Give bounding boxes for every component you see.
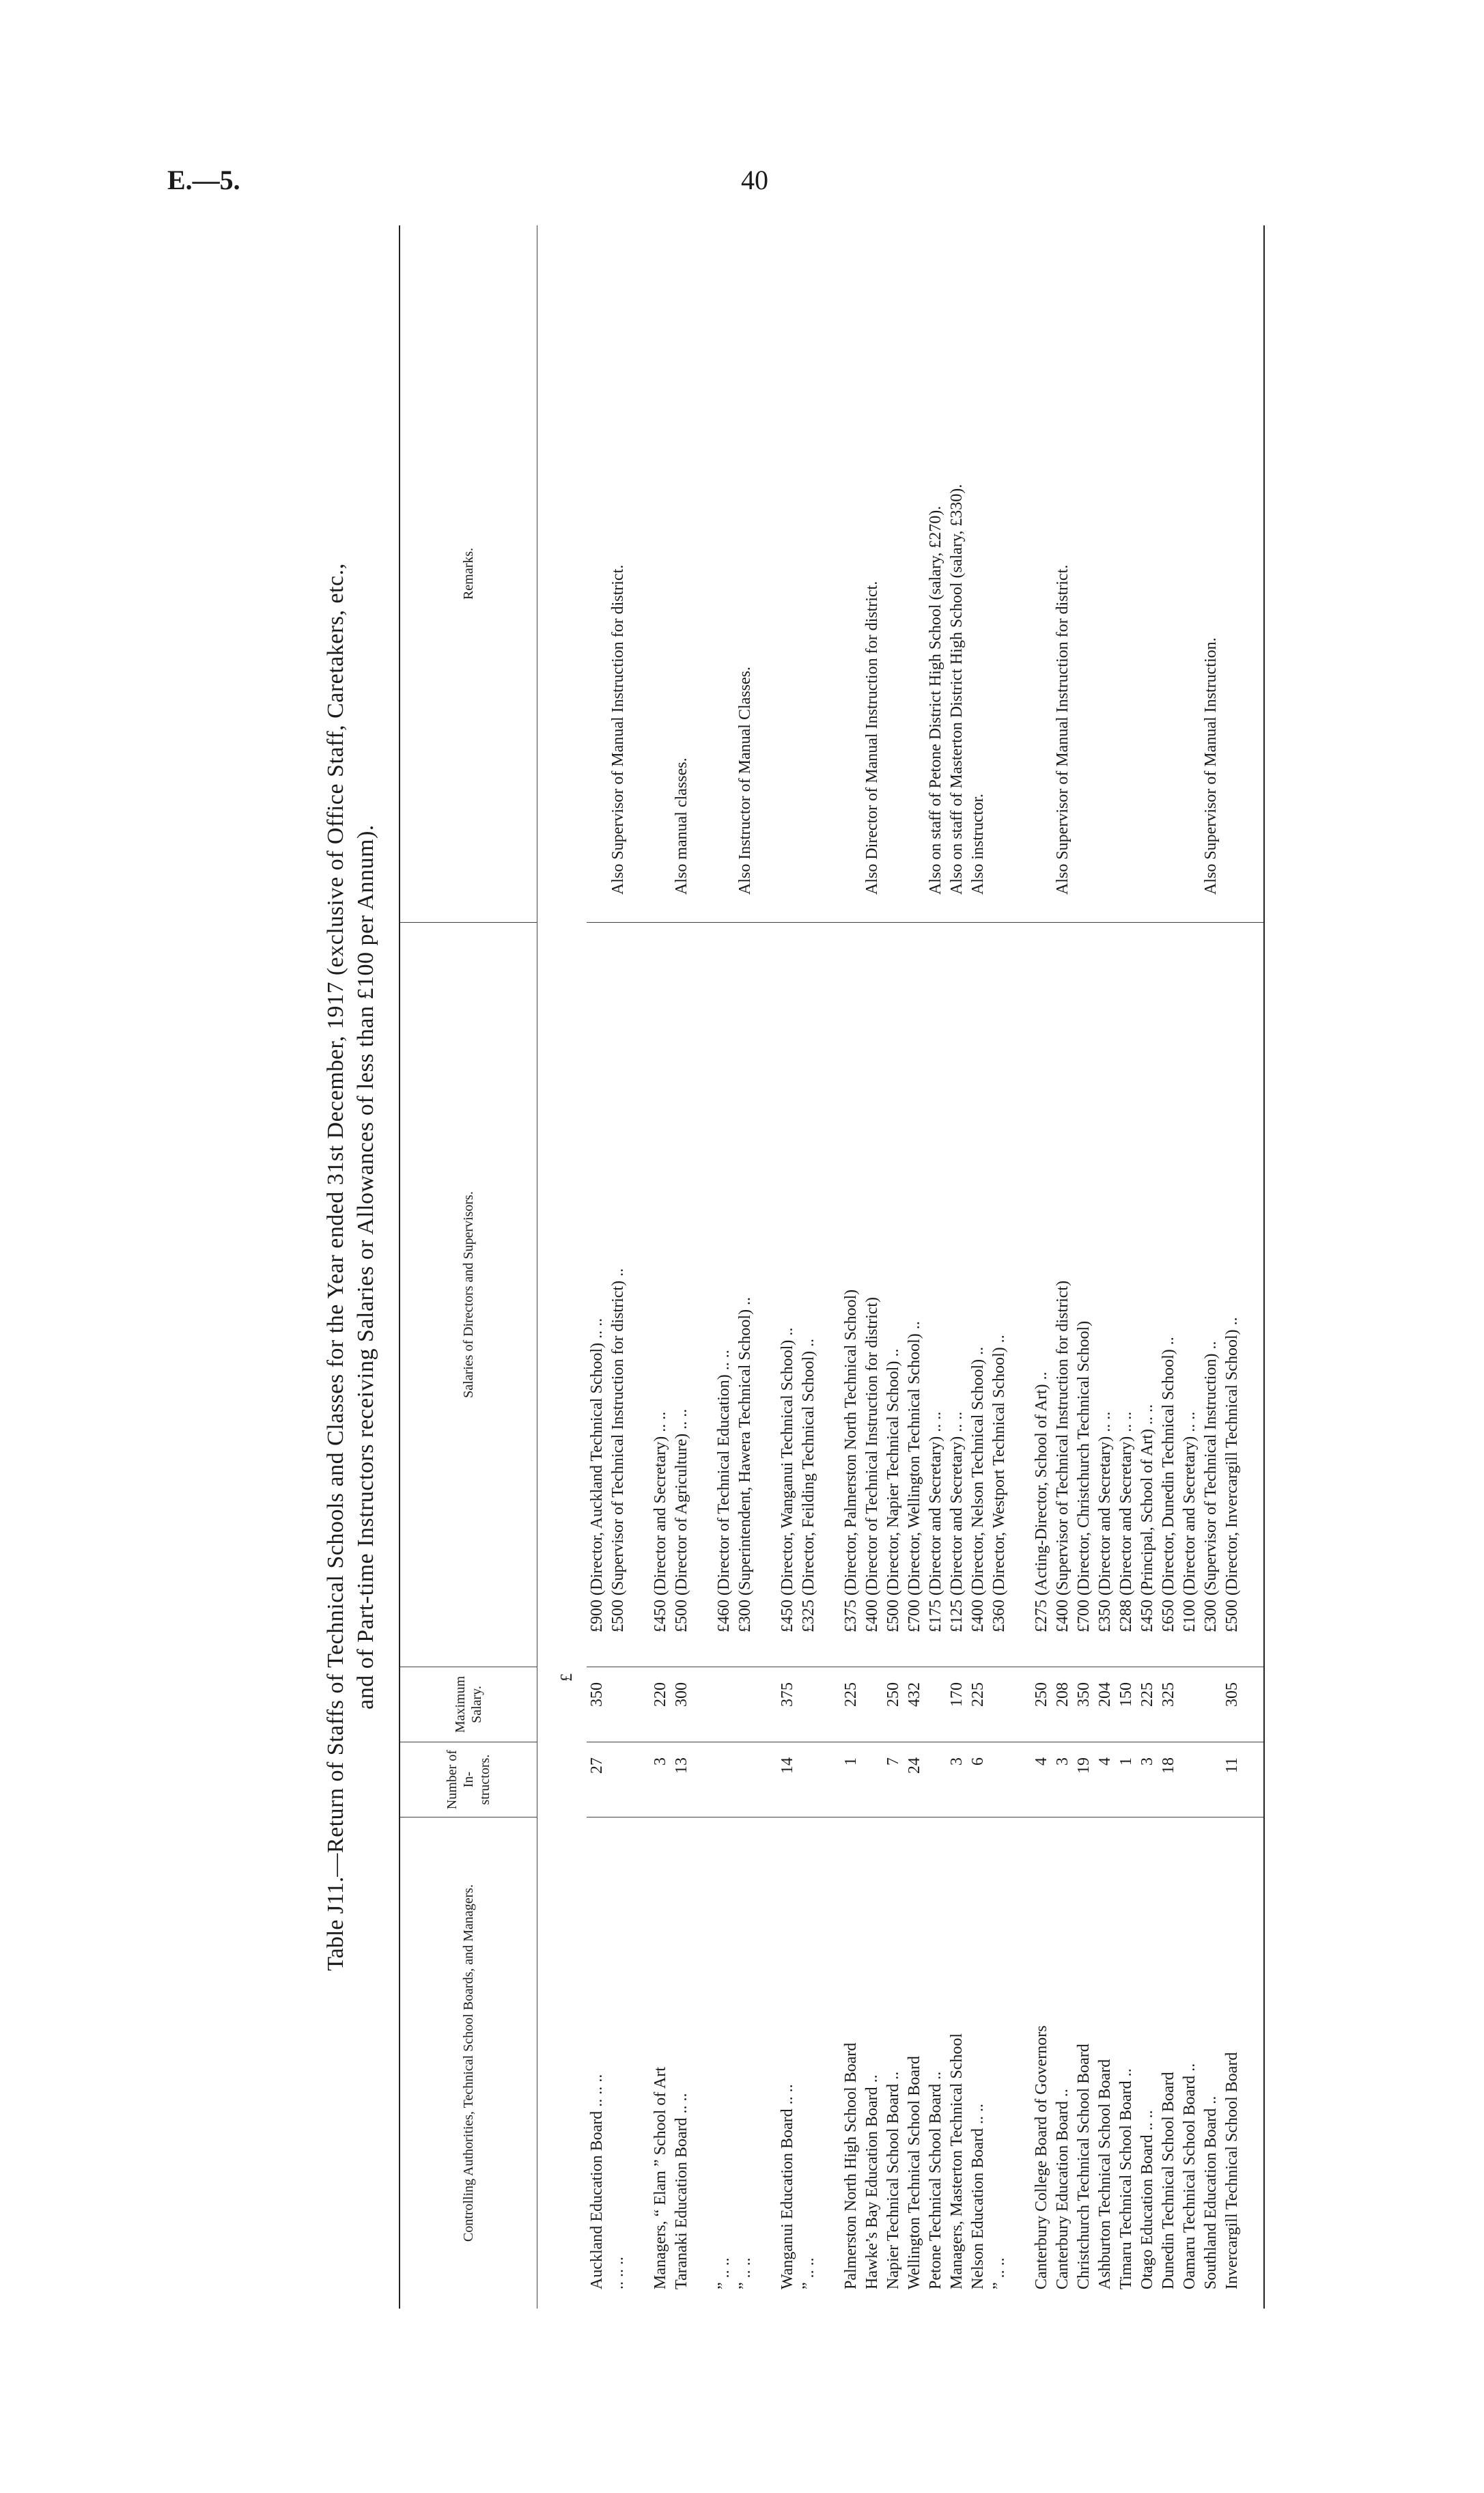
cell-salary: £275 (Acting-Director, School of Art) .. xyxy=(1031,922,1052,1667)
cell-max-salary xyxy=(1201,1667,1222,1742)
cell-max-salary xyxy=(714,1667,735,1742)
cell-max-salary: 325 xyxy=(1158,1667,1179,1742)
cell-salary: £350 (Director and Secretary) .. .. xyxy=(1095,922,1116,1667)
cell-max-salary: 220 xyxy=(650,1667,671,1742)
cell-authority: Wellington Technical School Board xyxy=(904,1817,925,2309)
cell-salary: £360 (Director, Westport Technical School) .. xyxy=(989,922,1010,1667)
cell-authority: Canterbury College Board of Governors xyxy=(1031,1817,1052,2309)
cell-instructors: 11 xyxy=(1222,1742,1243,1817)
cell-instructors: 3 xyxy=(1052,1742,1074,1817)
cell-max-salary: 170 xyxy=(947,1667,968,1742)
row-spacer xyxy=(756,225,777,2309)
cell-authority: ” .. .. xyxy=(798,1817,820,2309)
row-spacer xyxy=(820,225,841,2309)
cell-remarks: Also instructor. xyxy=(969,794,987,895)
cell-max-salary: 208 xyxy=(1052,1667,1074,1742)
cell-instructors xyxy=(925,1742,947,1817)
cell-max-salary: 432 xyxy=(904,1667,925,1742)
cell-salary: £375 (Director, Palmerston North Technical School) xyxy=(841,922,862,1667)
cell-max-salary xyxy=(735,1667,756,1742)
table-row xyxy=(798,225,820,2309)
staff-returns-table xyxy=(399,225,1265,2309)
cell-salary: £400 (Director of Technical Instruction for district) xyxy=(862,922,883,1667)
cell-remarks xyxy=(883,225,904,922)
cell-instructors xyxy=(608,1742,629,1817)
cell-salary: £288 (Director and Secretary) .. .. xyxy=(1116,922,1137,1667)
table-row xyxy=(862,225,883,2309)
cell-authority: Wanganui Education Board .. .. xyxy=(777,1817,798,2309)
cell-remarks: Also manual classes. xyxy=(673,757,690,895)
cell-remarks: Also Supervisor of Manual Instruction for district. xyxy=(1054,564,1072,895)
cell-authority: Petone Technical School Board .. xyxy=(925,1817,947,2309)
spacer-cell xyxy=(629,1817,650,2309)
table-row xyxy=(968,225,989,2309)
spacer-cell xyxy=(820,1667,841,1742)
cell-remarks xyxy=(714,225,735,922)
cell-authority: ” .. .. xyxy=(714,1817,735,2309)
cell-instructors xyxy=(1201,1742,1222,1817)
spacer-cell xyxy=(756,922,777,1667)
cell-remarks xyxy=(777,225,798,922)
cell-salary: £300 (Superintendent, Hawera Technical School) .. xyxy=(735,922,756,1667)
header-salaries: Salaries of Directors and Supervisors. xyxy=(400,922,537,1667)
table-header xyxy=(400,225,537,2309)
currency-symbol: £ xyxy=(558,1673,576,1682)
cell-authority: Timaru Technical School Board .. xyxy=(1116,1817,1137,2309)
spacer-cell xyxy=(1010,922,1031,1667)
end-cell xyxy=(1243,1817,1263,2309)
cell-remarks: Also Director of Manual Instruction for district. xyxy=(863,581,881,895)
spacer-cell xyxy=(756,225,777,922)
cell-instructors xyxy=(714,1742,735,1817)
header-instructors: Number of In-structors. xyxy=(400,1742,537,1817)
spacer-cell xyxy=(1010,1742,1031,1817)
spacer-cell xyxy=(820,225,841,922)
table-title-text: —Return of Staffs of Technical Schools and Classes for the Year ended 31st December, 1917 (exclusive of Office Staff, Caretakers, etc., xyxy=(323,563,348,1877)
cell-remarks xyxy=(841,225,862,922)
table-row xyxy=(1179,225,1201,2309)
cell-authority: Taranaki Education Board .. .. xyxy=(671,1817,692,2309)
cell-instructors: 7 xyxy=(883,1742,904,1817)
cell-instructors: 4 xyxy=(1031,1742,1052,1817)
cell-instructors: 3 xyxy=(1137,1742,1158,1817)
spacer-cell xyxy=(820,922,841,1667)
cell-instructors xyxy=(862,1742,883,1817)
spacer-cell xyxy=(629,1667,650,1742)
cell-authority: Managers, Masterton Technical School xyxy=(947,1817,968,2309)
cell-remarks: Also Instructor of Manual Classes. xyxy=(736,667,754,895)
spacer-cell xyxy=(629,922,650,1667)
cell-remarks xyxy=(798,225,820,922)
spacer-cell xyxy=(756,1667,777,1742)
cell-remarks xyxy=(1095,225,1116,922)
cell-instructors: 24 xyxy=(904,1742,925,1817)
cell-instructors: 27 xyxy=(587,1742,608,1817)
table-row xyxy=(1201,225,1222,2309)
table-row xyxy=(1222,225,1243,2309)
cell-remarks: Also on staff of Petone District High School (salary, £270). xyxy=(927,505,944,895)
row-spacer xyxy=(692,225,714,2309)
cell-salary: £100 (Director and Secretary) .. .. xyxy=(1179,922,1201,1667)
cell-remarks xyxy=(587,225,608,922)
cell-max-salary: 225 xyxy=(968,1667,989,1742)
rotated-table-block xyxy=(321,225,1241,2309)
cell-max-salary: 150 xyxy=(1116,1667,1137,1742)
spacer-cell xyxy=(756,1742,777,1817)
cell-authority: Palmerston North High School Board xyxy=(841,1817,862,2309)
cell-instructors: 3 xyxy=(947,1742,968,1817)
cell-authority: Invercargill Technical School Board xyxy=(1222,1817,1243,2309)
cell-remarks xyxy=(1137,225,1158,922)
table-title-line-2: and of Part-time Instructors receiving Salaries or Allowances of less than £100 per Annum). xyxy=(353,824,378,1710)
table-row xyxy=(925,225,947,2309)
cell-remarks: Also Supervisor of Manual Instruction for district. xyxy=(609,564,627,895)
row-spacer xyxy=(1010,225,1031,2309)
table-row xyxy=(671,225,692,2309)
cell-instructors: 14 xyxy=(777,1742,798,1817)
cell-authority: Oamaru Technical School Board .. xyxy=(1179,1817,1201,2309)
currency-row xyxy=(558,225,578,2309)
cell-max-salary: 375 xyxy=(777,1667,798,1742)
table-body-end xyxy=(1243,225,1263,2309)
cell-salary: £700 (Director, Christchurch Technical School) xyxy=(1074,922,1095,1667)
row-spacer xyxy=(629,225,650,2309)
table-row xyxy=(883,225,904,2309)
cell-max-salary: 250 xyxy=(1031,1667,1052,1742)
cell-remarks xyxy=(1179,225,1201,922)
cell-authority: Nelson Education Board .. .. xyxy=(968,1817,989,2309)
table-row xyxy=(1137,225,1158,2309)
spacer-cell xyxy=(629,225,650,922)
end-cell xyxy=(1243,1742,1263,1817)
end-cell xyxy=(1243,225,1263,922)
table-row xyxy=(714,225,735,2309)
cell-remarks xyxy=(989,225,1010,922)
cell-salary: £900 (Director, Auckland Technical School) .. .. xyxy=(587,922,608,1667)
spacer-cell xyxy=(692,1742,714,1817)
cell-authority: Southland Education Board .. xyxy=(1201,1817,1222,2309)
cell-authority: Napier Technical School Board .. xyxy=(883,1817,904,2309)
cell-salary: £450 (Principal, School of Art) .. .. xyxy=(1137,922,1158,1667)
cell-salary: £500 (Director, Invercargill Technical School) .. xyxy=(1222,922,1243,1667)
table-row xyxy=(650,225,671,2309)
cell-remarks xyxy=(904,225,925,922)
cell-instructors: 13 xyxy=(671,1742,692,1817)
header-max-salary: Maximum Salary. xyxy=(400,1667,537,1742)
page-number: 40 xyxy=(741,165,768,195)
spacer-cell xyxy=(692,1817,714,2309)
cell-authority: ” .. .. xyxy=(989,1817,1010,2309)
table-title xyxy=(321,225,387,2309)
cell-authority: Canterbury Education Board .. xyxy=(1052,1817,1074,2309)
cell-remarks xyxy=(1158,225,1179,922)
end-cell xyxy=(1243,922,1263,1667)
cell-remarks xyxy=(1031,225,1052,922)
cell-max-salary xyxy=(862,1667,883,1742)
cell-instructors xyxy=(1179,1742,1201,1817)
table-row xyxy=(1031,225,1052,2309)
end-cell xyxy=(1243,1667,1263,1742)
spacer-cell xyxy=(692,225,714,922)
cell-remarks xyxy=(650,225,671,922)
cell-salary: £125 (Director and Secretary) .. .. xyxy=(947,922,968,1667)
table-row xyxy=(587,225,608,2309)
cell-salary: £450 (Director and Secretary) .. .. xyxy=(650,922,671,1667)
cell-instructors: 1 xyxy=(1116,1742,1137,1817)
cell-instructors xyxy=(989,1742,1010,1817)
cell-remarks xyxy=(1074,225,1095,922)
cell-max-salary: 225 xyxy=(841,1667,862,1742)
spacer-cell xyxy=(1010,225,1031,922)
cell-remarks xyxy=(1222,225,1243,922)
cell-authority: ” .. .. xyxy=(735,1817,756,2309)
table-row xyxy=(904,225,925,2309)
cell-authority: Christchurch Technical School Board xyxy=(1074,1817,1095,2309)
cell-instructors xyxy=(798,1742,820,1817)
spacer-cell xyxy=(1010,1667,1031,1742)
cell-remarks: Also Supervisor of Manual Instruction. xyxy=(1202,637,1220,895)
spacer-cell xyxy=(692,1667,714,1742)
cell-authority: Managers, “ Elam ” School of Art xyxy=(650,1817,671,2309)
cell-authority: Hawke’s Bay Education Board .. xyxy=(862,1817,883,2309)
cell-instructors: 18 xyxy=(1158,1742,1179,1817)
cell-salary: £400 (Supervisor of Technical Instruction for district) xyxy=(1052,922,1074,1667)
table-row xyxy=(1095,225,1116,2309)
table-row xyxy=(1116,225,1137,2309)
cell-max-salary: 350 xyxy=(1074,1667,1095,1742)
cell-authority: Otago Education Board .. .. xyxy=(1137,1817,1158,2309)
cell-max-salary: 300 xyxy=(671,1667,692,1742)
cell-max-salary xyxy=(1179,1667,1201,1742)
cell-salary: £300 (Supervisor of Technical Instruction) .. xyxy=(1201,922,1222,1667)
cell-salary: £500 (Director, Napier Technical School) .. xyxy=(883,922,904,1667)
header-authority: Controlling Authorities, Technical School Boards, and Managers. xyxy=(400,1817,537,2309)
spacer-cell xyxy=(629,1742,650,1817)
cell-instructors: 19 xyxy=(1074,1742,1095,1817)
cell-instructors: 3 xyxy=(650,1742,671,1817)
table-row xyxy=(1052,225,1074,2309)
cell-instructors xyxy=(735,1742,756,1817)
cell-salary: £500 (Director of Agriculture) .. .. xyxy=(671,922,692,1667)
table-row xyxy=(1074,225,1095,2309)
cell-max-salary: 305 xyxy=(1222,1667,1243,1742)
cell-salary: £500 (Supervisor of Technical Instruction for district) .. xyxy=(608,922,629,1667)
table-row xyxy=(989,225,1010,2309)
cell-authority: .. .. .. xyxy=(608,1817,629,2309)
cell-instructors: 6 xyxy=(968,1742,989,1817)
table-row xyxy=(777,225,798,2309)
cell-salary: £700 (Director, Wellington Technical School) .. xyxy=(904,922,925,1667)
cell-instructors: 4 xyxy=(1095,1742,1116,1817)
spacer-cell xyxy=(820,1742,841,1817)
cell-max-salary xyxy=(925,1667,947,1742)
cell-salary: £175 (Director and Secretary) .. .. xyxy=(925,922,947,1667)
spacer-cell xyxy=(1010,1817,1031,2309)
table-title-line-1 xyxy=(321,225,351,2309)
table-title-lead: Table J11. xyxy=(323,1876,348,1971)
cell-authority: Ashburton Technical School Board xyxy=(1095,1817,1116,2309)
cell-max-salary: 225 xyxy=(1137,1667,1158,1742)
cell-authority: Auckland Education Board .. .. .. xyxy=(587,1817,608,2309)
spacer-cell xyxy=(756,1817,777,2309)
cell-instructors: 1 xyxy=(841,1742,862,1817)
cell-max-salary: 204 xyxy=(1095,1667,1116,1742)
cell-remarks xyxy=(1116,225,1137,922)
cell-max-salary xyxy=(989,1667,1010,1742)
spacer-cell xyxy=(820,1817,841,2309)
cell-max-salary: 350 xyxy=(587,1667,608,1742)
cell-authority: Dunedin Technical School Board xyxy=(1158,1817,1179,2309)
table-row xyxy=(1158,225,1179,2309)
table-row xyxy=(608,225,629,2309)
cell-max-salary xyxy=(798,1667,820,1742)
table-row xyxy=(947,225,968,2309)
cell-salary: £450 (Director, Wanganui Technical School) .. xyxy=(777,922,798,1667)
cell-salary: £460 (Director of Technical Education) .. .. xyxy=(714,922,735,1667)
cell-salary: £650 (Director, Dunedin Technical School) .. xyxy=(1158,922,1179,1667)
cell-remarks: Also on staff of Masterton District High School (salary, £330). xyxy=(948,484,966,895)
header-remarks: Remarks. xyxy=(461,547,476,600)
table-body xyxy=(537,225,1263,2309)
cell-salary: £325 (Director, Feilding Technical School) .. xyxy=(798,922,820,1667)
cell-max-salary: 250 xyxy=(883,1667,904,1742)
cell-salary: £400 (Director, Nelson Technical School) .. xyxy=(968,922,989,1667)
page-reference: E.—5. xyxy=(167,165,240,195)
spacer-cell xyxy=(692,922,714,1667)
table-row xyxy=(735,225,756,2309)
cell-max-salary xyxy=(608,1667,629,1742)
table-row xyxy=(841,225,862,2309)
